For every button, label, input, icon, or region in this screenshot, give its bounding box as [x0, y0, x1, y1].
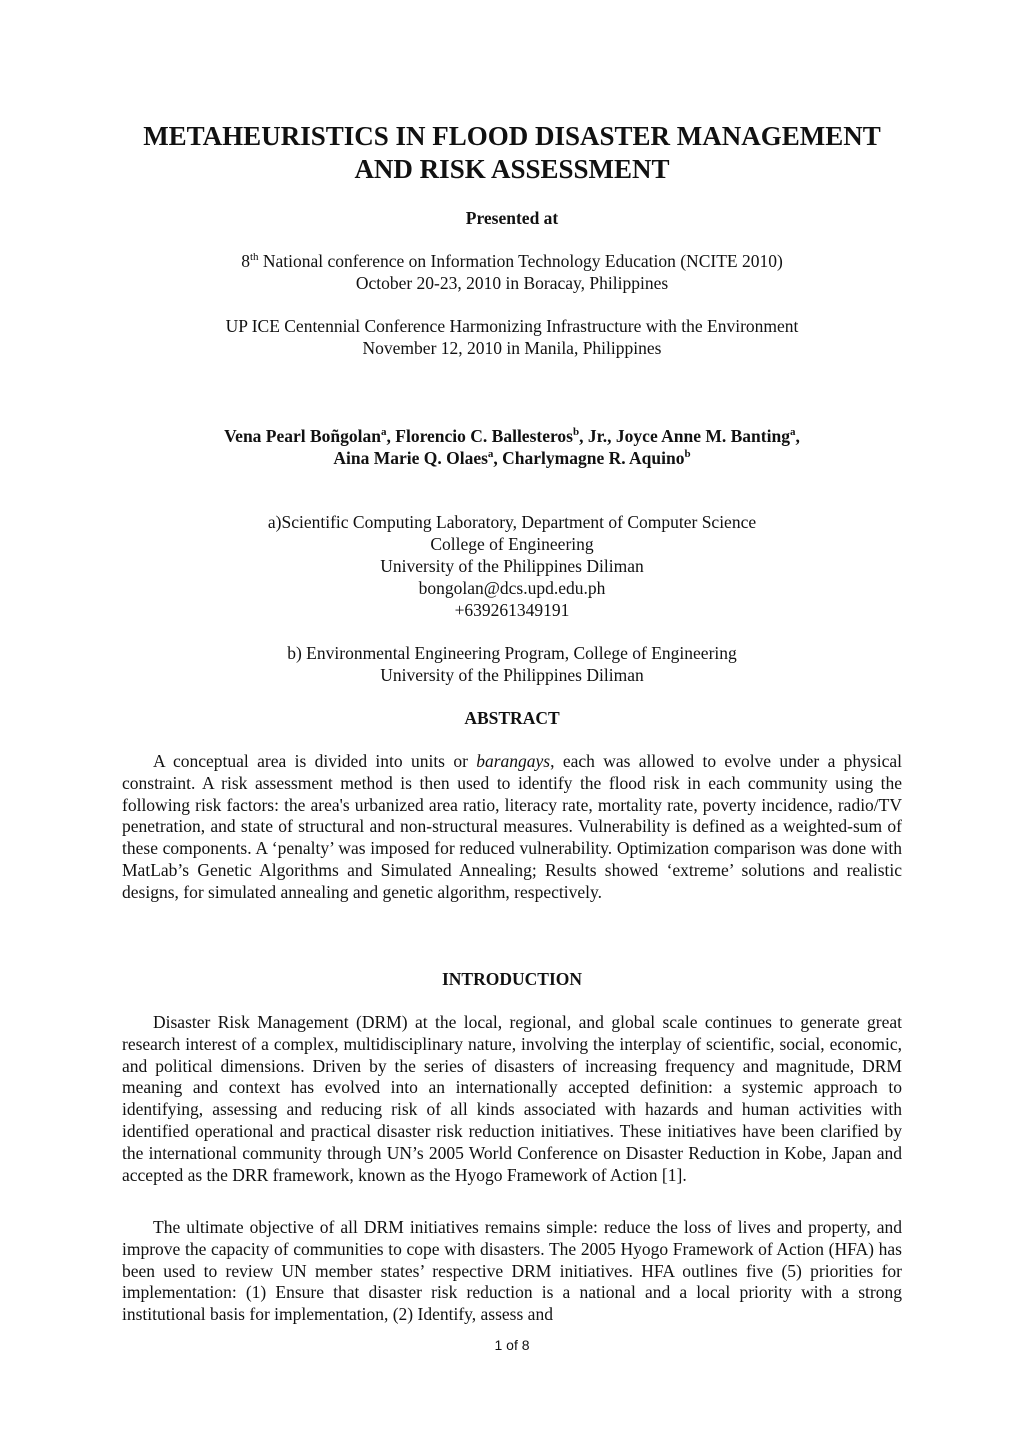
introduction-paragraph-2: The ultimate objective of all DRM initiatives remains simple: reduce the loss of lives and property, and improve the capacity of communities to cope with disasters. The 2005 Hyogo Framework of Action (HFA) has been used to review UN member states’ respective DRM initiatives. HFA outlines five (5) priorities for implementation: (1) Ensure that disaster risk reduction is a national and a local priority with a strong institutional basis for implementation, (2) Identify, assess and — [122, 1217, 902, 1325]
abstract-heading: ABSTRACT — [464, 708, 560, 728]
author-separator: , — [386, 426, 396, 446]
affiliation-b-line-2: University of the Philippines Diliman — [380, 665, 644, 685]
author-separator: , — [493, 448, 503, 468]
author-separator: , — [795, 426, 800, 446]
conference-1-name — [100, 250, 924, 272]
author-affiliation-mark: a — [487, 448, 494, 461]
conference-1-ordinal: 8 — [241, 251, 250, 271]
author-affiliation-mark: a — [789, 426, 796, 439]
introduction-paragraph-1: Disaster Risk Management (DRM) at the local, regional, and global scale continues to generate great research interest of a complex, multidisciplinary nature, involving the interplay of scientific, social, economic, and political dimensions. Driven by the series of disasters of increasing frequency and magnitude, DRM meaning and context has evolved into an internationally accepted definition: a systemic approach to identifying, assessing and reducing risk of all kinds associated with hazards and human activities with identified operational and practical disaster risk reduction initiatives. These initiatives have been clarified by the international community through UN’s 2005 World Conference on Disaster Reduction in Kobe, Japan and accepted as the DRR framework, known as the Hyogo Framework of Action [1]. — [122, 1012, 902, 1185]
paper-title — [100, 120, 924, 186]
affiliation-b-line-1: b) Environmental Engineering Program, College of Engineering — [287, 643, 737, 663]
author-line-1 — [100, 425, 924, 447]
affiliation-a — [100, 511, 924, 621]
author-affiliation-mark: b — [573, 426, 580, 439]
author-name: Florencio C. Ballesteros — [395, 426, 573, 446]
abstract-text — [122, 751, 902, 904]
conference-1-title: National conference on Information Technology Education (NCITE 2010) — [258, 251, 783, 271]
abstract-text-start: A conceptual area is divided into units or — [153, 751, 477, 771]
affiliation-a-line-1: a)Scientific Computing Laboratory, Department of Computer Science — [267, 512, 757, 532]
introduction-heading: INTRODUCTION — [441, 969, 583, 989]
author-affiliation-mark: b — [684, 448, 691, 461]
author-list — [100, 425, 924, 469]
abstract-italic-term: barangays — [476, 751, 551, 771]
affiliation-a-line-3: University of the Philippines Diliman — [380, 556, 644, 576]
affiliation-b — [100, 642, 924, 686]
conference-2 — [100, 315, 924, 359]
author-name: Vena Pearl Boñgolan — [224, 426, 382, 446]
author-name: Joyce Anne M. Banting — [615, 426, 790, 446]
abstract-text-rest: , each was allowed to evolve under a physical constraint. A risk assessment method is then used to identify the flood risk in each community using the following risk factors: the area's urbanized area ratio, literacy rate, mortality rate, poverty incidence, radio/TV penetration, and state of structural and non-structural measures. Vulnerability is defined as a weighted-sum of these components. A ‘penalty’ was imposed for reduced vulnerability. Optimization comparison was done with MatLab’s Genetic Algorithms and Simulated Annealing; Results showed ‘extreme’ solutions and realistic designs, for simulated annealing and genetic algorithm, respectively. — [122, 751, 902, 902]
title-line-1: METAHEURISTICS IN FLOOD DISASTER MANAGEMENT — [143, 121, 881, 151]
contact-email: bongolan@dcs.upd.edu.ph — [418, 578, 606, 598]
author-affiliation-mark: a — [381, 426, 387, 439]
presented-at-label: Presented at — [465, 208, 559, 228]
conference-2-name: UP ICE Centennial Conference Harmonizing Infrastructure with the Environment — [225, 316, 799, 336]
affiliation-a-line-2: College of Engineering — [430, 534, 594, 554]
title-line-2: AND RISK ASSESSMENT — [354, 154, 670, 184]
author-line-2 — [100, 447, 924, 469]
contact-phone: +639261349191 — [454, 600, 570, 620]
page-number: 1 of 8 — [494, 1337, 530, 1353]
conference-1 — [100, 250, 924, 294]
conference-2-date-place: November 12, 2010 in Manila, Philippines — [362, 338, 662, 358]
conference-1-date-place: October 20-23, 2010 in Boracay, Philippines — [355, 273, 669, 293]
author-separator: , Jr., — [579, 426, 616, 446]
author-name: Charlymagne R. Aquino — [502, 448, 685, 468]
author-name: Aina Marie Q. Olaes — [333, 448, 488, 468]
conference-1-ordinal-suffix: th — [249, 251, 259, 264]
